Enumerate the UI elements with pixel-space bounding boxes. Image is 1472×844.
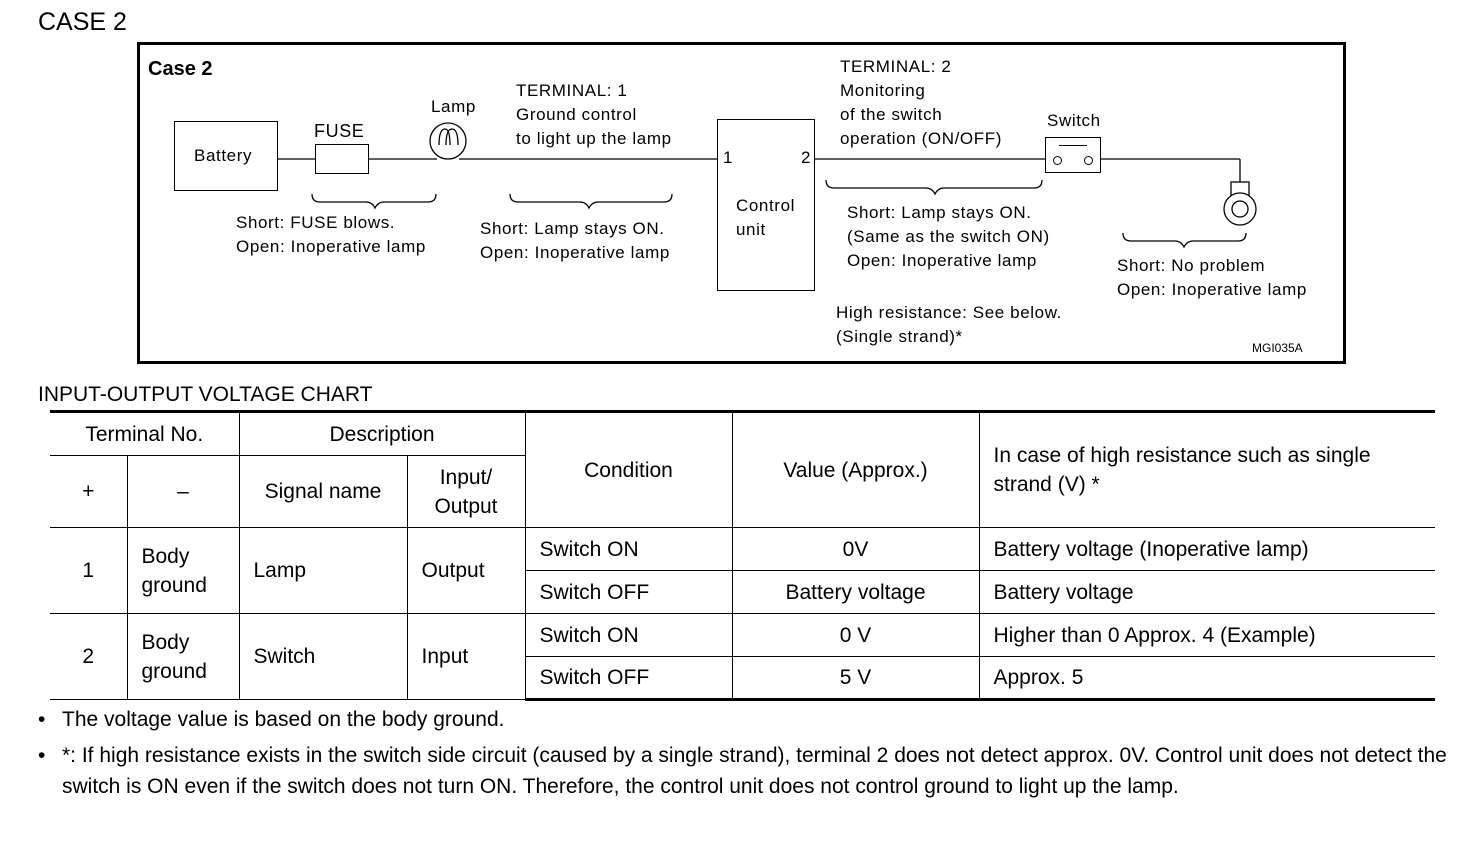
- ground-symbol: [1224, 193, 1256, 225]
- note-item: [38, 740, 1448, 802]
- switch-symbol: [1045, 137, 1101, 173]
- terminal-cell: 1: [50, 528, 127, 614]
- ground-cell: Body ground: [127, 614, 239, 700]
- lamp-note-short: Short: Lamp stays ON.: [480, 219, 665, 238]
- io-cell: Output: [407, 528, 525, 614]
- brace-fuse: [312, 194, 436, 208]
- header-terminal-no: Terminal No.: [50, 412, 239, 456]
- high-resistance-cell: Approx. 5: [979, 657, 1435, 700]
- condition-cell: Switch OFF: [525, 571, 732, 614]
- brace-lamp: [510, 194, 672, 208]
- bullet: •: [38, 708, 46, 731]
- header-plus: +: [50, 456, 127, 528]
- high-resistance-cell: Higher than 0 Approx. 4 (Example): [979, 614, 1435, 657]
- battery-box: [174, 121, 278, 191]
- io-cell: Input: [407, 614, 525, 700]
- high-resistance-cell: Battery voltage: [979, 571, 1435, 614]
- high-resistance-line1: High resistance: See below.: [836, 303, 1062, 322]
- value-cell: 0V: [732, 528, 979, 571]
- condition-cell: Switch ON: [525, 614, 732, 657]
- note-text: *: If high resistance exists in the switch side circuit (caused by a single strand), terminal 2 does not detect approx. 0V. Control unit does not detect the switch is ON even if the switch does not turn ON. Therefore, the control unit does not control ground to light up the lamp.: [62, 744, 1447, 798]
- note-text: The voltage value is based on the body ground.: [62, 708, 505, 731]
- fuse-note-short: Short: FUSE blows.: [236, 213, 396, 232]
- terminal2-line1: TERMINAL: 2: [840, 57, 952, 76]
- header-value: Value (Approx.): [732, 412, 979, 528]
- lamp-symbol: [430, 123, 466, 159]
- value-cell: 0 V: [732, 614, 979, 657]
- wiring-diagram: [137, 42, 1346, 364]
- brace-switch: [826, 180, 1042, 194]
- terminal2-line4: operation (ON/OFF): [840, 129, 1002, 148]
- signal-cell: Switch: [239, 614, 407, 700]
- pin-1: 1: [723, 148, 734, 167]
- value-cell: Battery voltage: [732, 571, 979, 614]
- terminal-cell: 2: [50, 614, 127, 700]
- fuse-symbol: [315, 144, 369, 174]
- header-description: Description: [239, 412, 525, 456]
- table-row: [50, 528, 1435, 571]
- fuse-label: FUSE: [314, 121, 365, 141]
- brace-ground: [1123, 233, 1246, 247]
- fuse-note-open: Open: Inoperative lamp: [236, 237, 426, 256]
- lamp-label: Lamp: [431, 97, 476, 116]
- diagram-title: Case 2: [148, 58, 213, 80]
- high-resistance-line2: (Single strand)*: [836, 327, 963, 346]
- condition-cell: Switch ON: [525, 528, 732, 571]
- ground-note-short: Short: No problem: [1117, 256, 1266, 275]
- figure-id: MGI035A: [1252, 341, 1303, 355]
- table-row: [50, 614, 1435, 657]
- note-item: [38, 704, 1448, 735]
- bullet: •: [38, 744, 46, 767]
- header-minus: –: [127, 456, 239, 528]
- header-signal-name: Signal name: [239, 456, 407, 528]
- battery-label: Battery: [194, 146, 253, 165]
- terminal1-line1: TERMINAL: 1: [516, 81, 628, 100]
- terminal1-line2: Ground control: [516, 105, 637, 124]
- control-unit-line2: unit: [736, 220, 766, 239]
- pin-2: 2: [801, 148, 812, 167]
- header-row-1: [50, 412, 1435, 456]
- signal-cell: Lamp: [239, 528, 407, 614]
- header-high-resistance: In case of high resistance such as single strand (V) *: [979, 412, 1435, 528]
- switch-note-same: (Same as the switch ON): [847, 227, 1050, 246]
- header-condition: Condition: [525, 412, 732, 528]
- io-voltage-table: [50, 410, 1435, 701]
- high-resistance-cell: Battery voltage (Inoperative lamp): [979, 528, 1435, 571]
- ground-cell: Body ground: [127, 528, 239, 614]
- terminal2-line2: Monitoring: [840, 81, 926, 100]
- ground-note-open: Open: Inoperative lamp: [1117, 280, 1307, 299]
- header-input-output: Input/ Output: [407, 456, 525, 528]
- lamp-note-open: Open: Inoperative lamp: [480, 243, 670, 262]
- terminal1-line3: to light up the lamp: [516, 129, 672, 148]
- value-cell: 5 V: [732, 657, 979, 700]
- chart-title: INPUT-OUTPUT VOLTAGE CHART: [38, 383, 373, 406]
- control-unit-box: [717, 119, 815, 291]
- switch-label: Switch: [1047, 111, 1101, 130]
- switch-note-short: Short: Lamp stays ON.: [847, 203, 1032, 222]
- condition-cell: Switch OFF: [525, 657, 732, 700]
- control-unit-line1: Control: [736, 196, 796, 215]
- switch-note-open: Open: Inoperative lamp: [847, 251, 1037, 270]
- terminal2-line3: of the switch: [840, 105, 943, 124]
- page-heading: CASE 2: [38, 8, 127, 36]
